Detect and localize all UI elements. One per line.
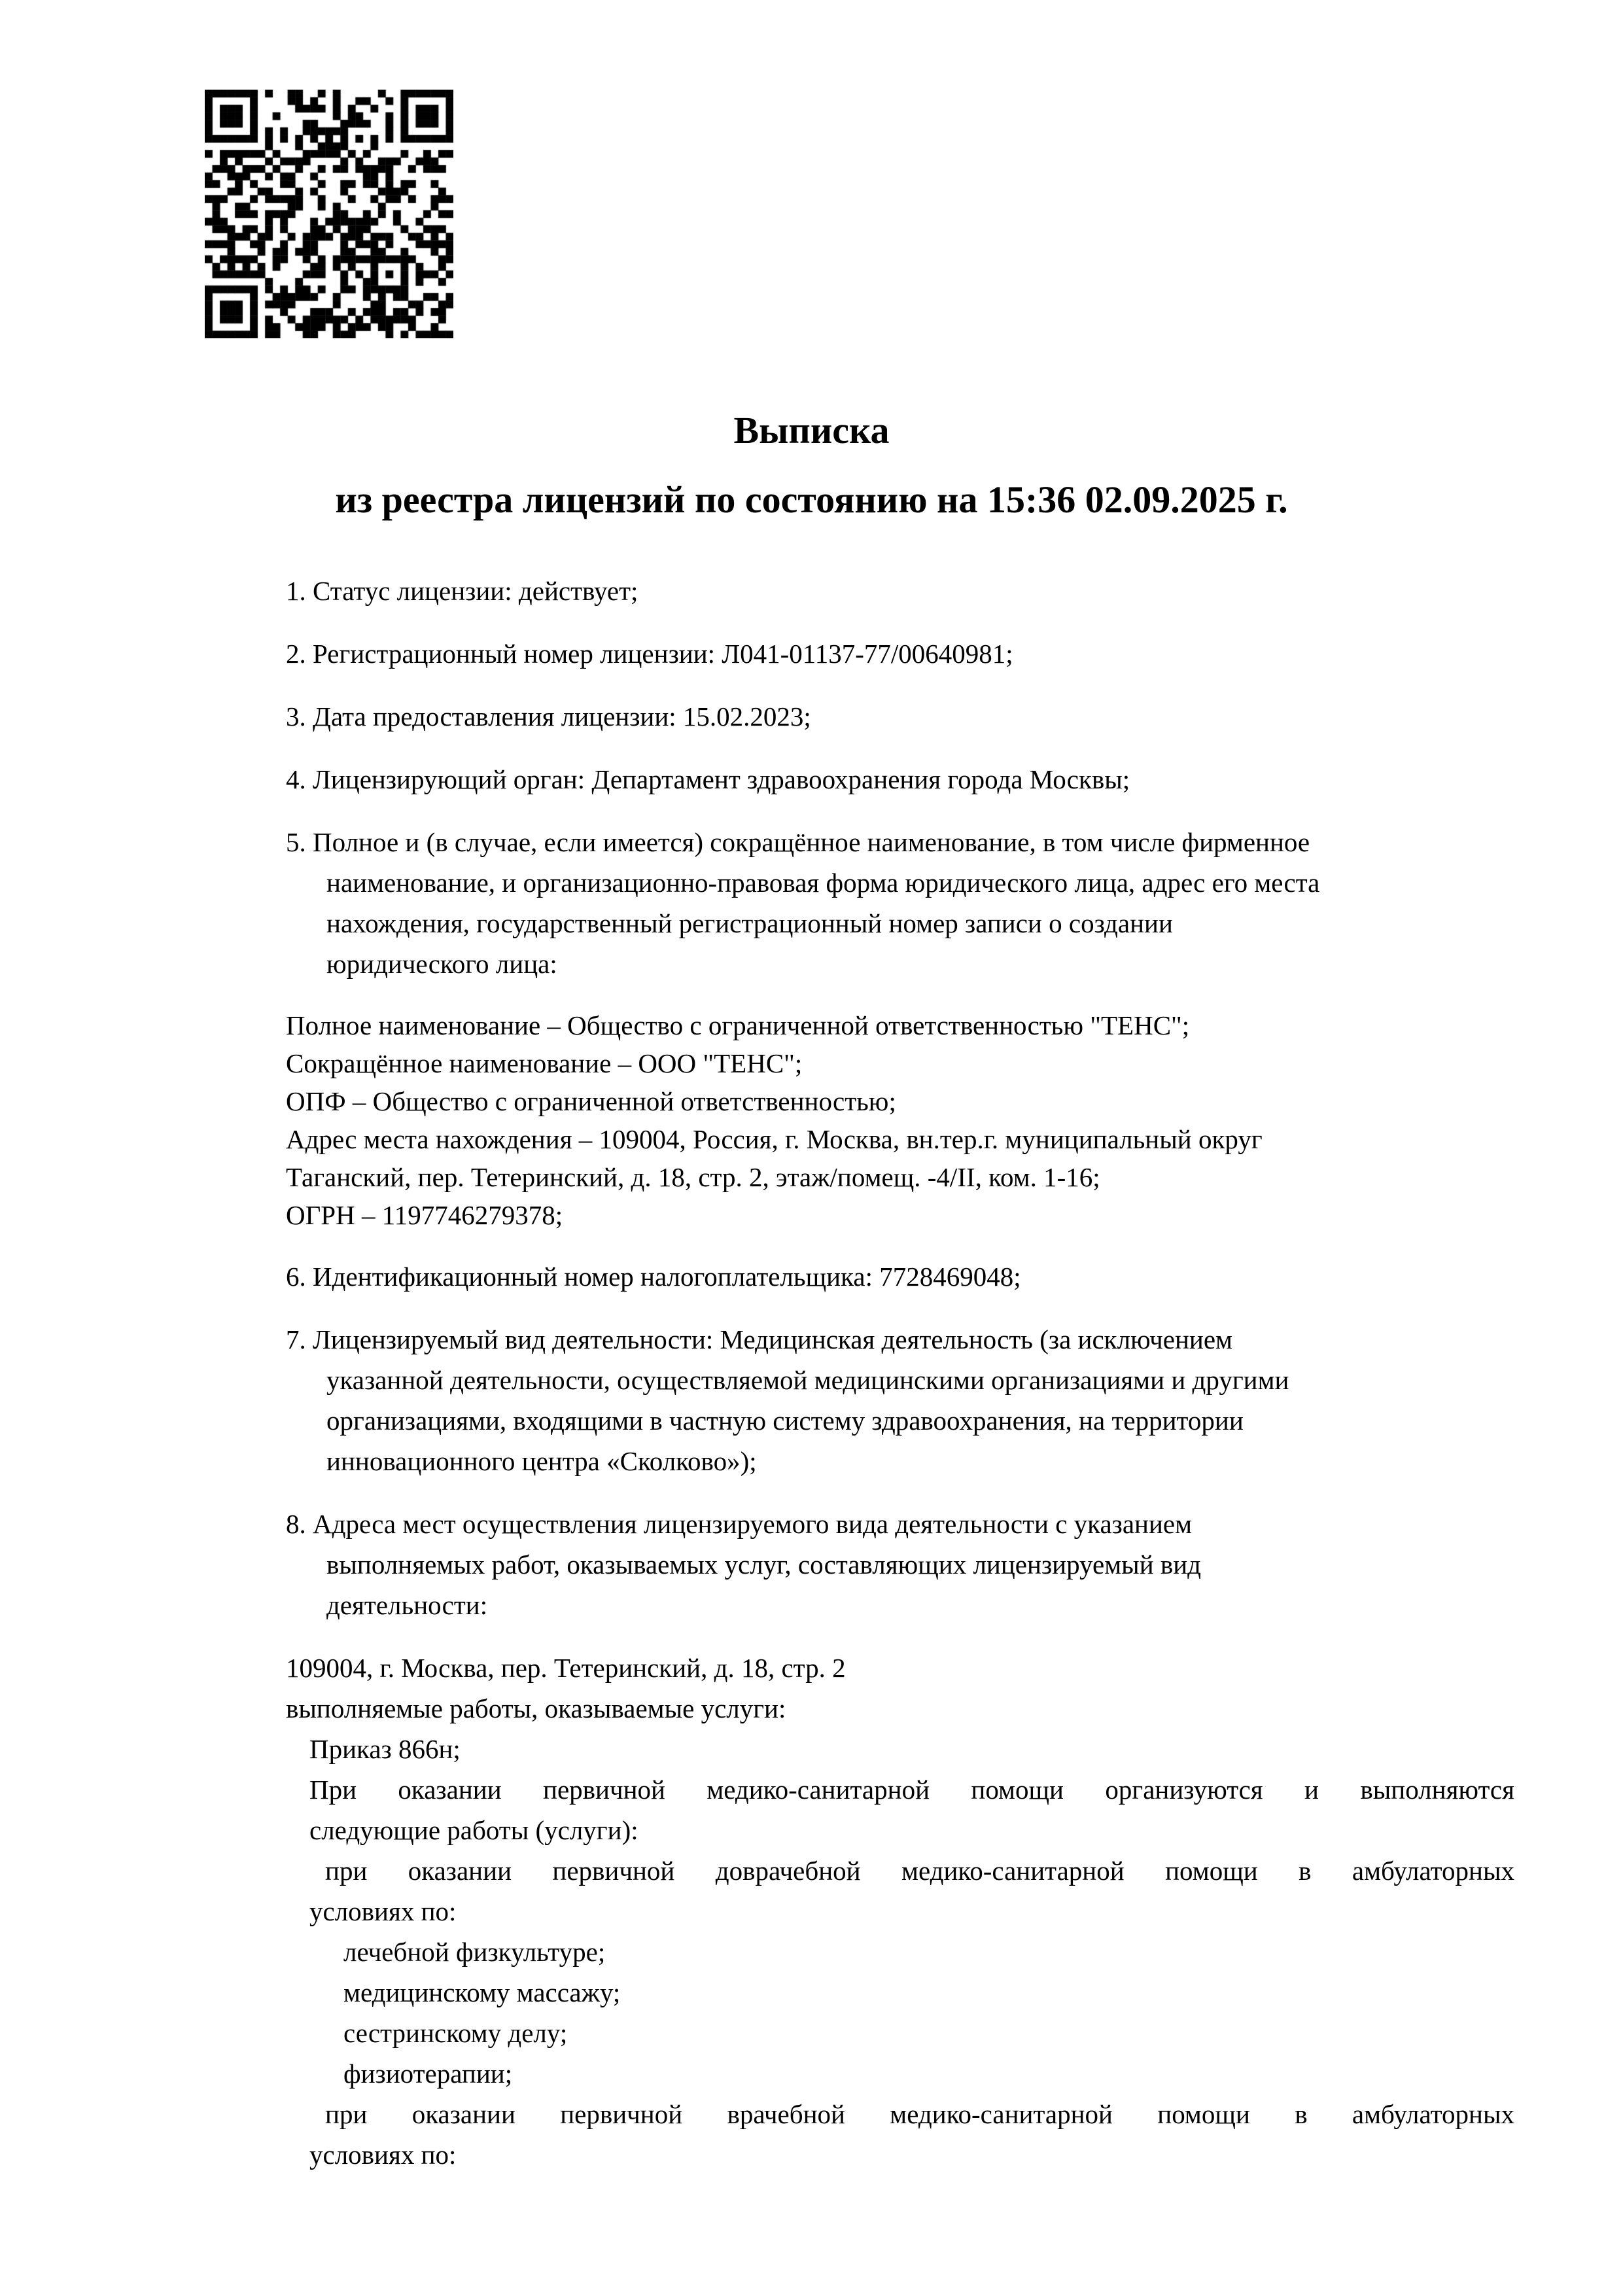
licensed-activity-line-3: организациями, входящими в частную систему здравоохранения, на территории [326, 1405, 1244, 1436]
license-status [286, 571, 1514, 611]
taxpayer-inn-line-1: 6. Идентификационный номер налогоплательщика: 7728469048; [286, 1262, 1021, 1292]
licensed-activity [286, 1319, 1514, 1481]
org-name-section-line-2: наименование, и организационно-правовая форма юридического лица, адрес его места [326, 868, 1320, 898]
activity-addresses-section [286, 1504, 1514, 1625]
org-details-line-3: ОПФ – Общество с ограниченной ответственностью; [286, 1086, 896, 1116]
service-medical-massage: медицинскому массажу; [343, 1977, 621, 2007]
medical-care-2: условиях по: [309, 2140, 457, 2170]
primary-care-intro-2: следующие работы (услуги): [309, 1815, 638, 1845]
activity-address: 109004, г. Москва, пер. Тетеринский, д. 18, стр. 2 [286, 1653, 846, 1683]
license-grant-date [286, 696, 1514, 737]
licensing-authority-line-1: 4. Лицензирующий орган: Департамент здравоохранения города Москвы; [286, 764, 1130, 794]
service-nursing: сестринскому делу; [343, 2018, 568, 2048]
activity-addresses-section-line-1: 8. Адреса мест осуществления лицензируемого вида деятельности с указанием [286, 1509, 1193, 1539]
licensing-authority [286, 759, 1514, 800]
activity-addresses-section-line-2: выполняемых работ, оказываемых услуг, составляющих лицензируемый вид [326, 1549, 1202, 1580]
org-details-line-6: ОГРН – 1197746279378; [286, 1200, 563, 1230]
org-name-section-line-4: юридического лица: [326, 949, 557, 979]
service-exercise-therapy: лечебной физкультуре; [343, 1937, 606, 1967]
licensed-activity-line-4: инновационного центра «Сколково»); [326, 1446, 757, 1476]
org-details [286, 1006, 1514, 1234]
works-services-label: выполняемые работы, оказываемые услуги: [286, 1693, 786, 1723]
org-name-section-line-1: 5. Полное и (в случае, если имеется) сокращённое наименование, в том числе фирменное [286, 827, 1310, 857]
document-body [286, 571, 1514, 2175]
activity-addresses-section-line-3: деятельности: [326, 1590, 488, 1620]
primary-care-intro-1: При оказании первичной медико-санитарной помощи организуются и выполняются [309, 1775, 1514, 1805]
org-name-section-line-3: нахождения, государственный регистрационный номер записи о создании [326, 908, 1173, 938]
qr-code [205, 90, 453, 338]
service-physiotherapy: физиотерапии; [343, 2058, 513, 2089]
license-status-line-1: 1. Статус лицензии: действует; [286, 576, 638, 606]
license-reg-number-line-1: 2. Регистрационный номер лицензии: Л041-01137-77/00640981; [286, 639, 1013, 669]
licensed-activity-line-2: указанной деятельности, осуществляемой медицинскими организациями и другими [326, 1365, 1289, 1395]
license-grant-date-line-1: 3. Дата предоставления лицензии: 15.02.2023; [286, 701, 811, 732]
org-name-section [286, 822, 1514, 984]
taxpayer-inn [286, 1256, 1514, 1297]
page-title: Выписка [733, 409, 890, 451]
license-reg-number [286, 633, 1514, 674]
document-header [0, 407, 1623, 523]
org-details-line-1: Полное наименование – Общество с ограниченной ответственностью "ТЕНС"; [286, 1010, 1190, 1040]
org-details-line-4: Адрес места нахождения – 109004, Россия, г. Москва, вн.тер.г. муниципальный округ [286, 1124, 1263, 1154]
pre-medical-care-1: при оказании первичной доврачебной медико-санитарной помощи в амбулаторных [325, 1856, 1514, 1886]
org-details-line-5: Таганский, пер. Тетеринский, д. 18, стр. 2, этаж/помещ. -4/II, ком. 1-16; [286, 1162, 1100, 1192]
works-and-services [286, 1648, 1514, 2175]
pre-medical-care-2: условиях по: [309, 1896, 457, 1926]
licensed-activity-line-1: 7. Лицензируемый вид деятельности: Медицинская деятельность (за исключением [286, 1324, 1232, 1354]
order-866n: Приказ 866н; [309, 1734, 461, 1764]
org-details-line-2: Сокращённое наименование – ООО "ТЕНС"; [286, 1048, 803, 1078]
page-subtitle: из реестра лицензий по состоянию на 15:36 02.09.2025 г. [335, 478, 1288, 521]
medical-care-1: при оказании первичной врачебной медико-санитарной помощи в амбулаторных [325, 2099, 1514, 2129]
